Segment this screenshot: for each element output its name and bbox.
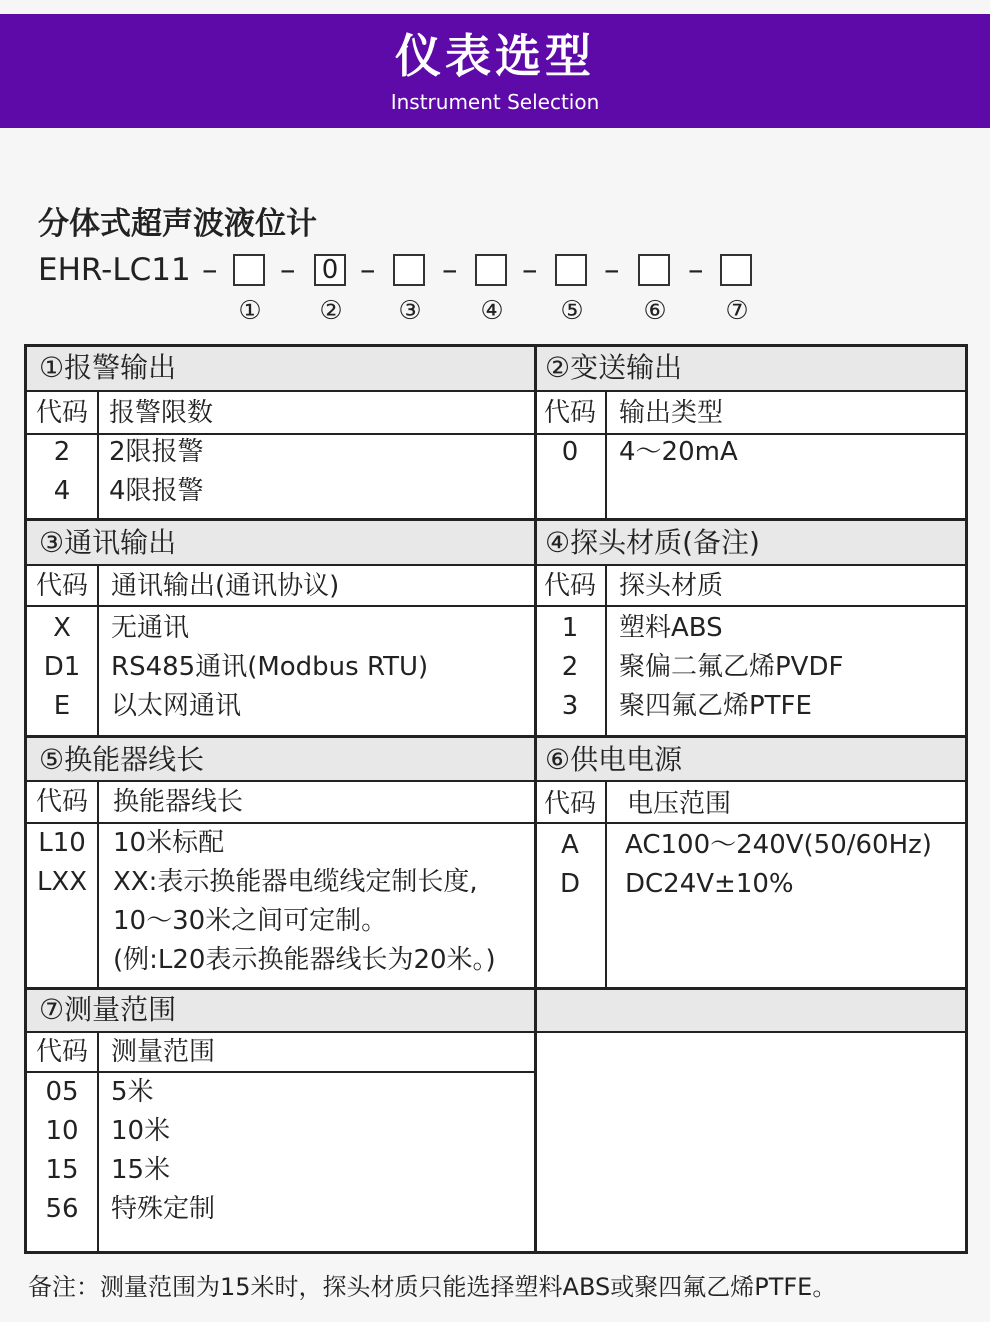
option-code: 15 bbox=[45, 1155, 79, 1185]
row-divider bbox=[27, 564, 965, 566]
code-divider bbox=[97, 391, 99, 519]
option-desc: 10米 bbox=[111, 1116, 171, 1146]
code-header: 代码 bbox=[543, 789, 596, 819]
code-header: 代码 bbox=[543, 571, 596, 601]
option-code: 1 bbox=[561, 613, 579, 643]
option-desc: DC24V±10% bbox=[625, 869, 794, 899]
option-desc: 10米标配 bbox=[113, 828, 225, 858]
option-code: A bbox=[561, 830, 579, 860]
option-code: LXX bbox=[36, 867, 88, 897]
desc-header: 报警限数 bbox=[109, 398, 214, 428]
position-marker-2: ② bbox=[319, 296, 343, 326]
row-divider bbox=[27, 987, 965, 990]
option-desc: 5米 bbox=[111, 1077, 154, 1107]
code-divider bbox=[605, 781, 607, 988]
desc-header: 测量范围 bbox=[111, 1037, 216, 1067]
option-desc-line: (例:L20表示换能器线长为20米。) bbox=[113, 945, 496, 975]
row-divider bbox=[27, 822, 965, 824]
page-title: 仪表选型 bbox=[395, 29, 595, 83]
code-divider bbox=[97, 781, 99, 988]
option-desc: RS485通讯(Modbus RTU) bbox=[111, 652, 429, 682]
option-desc: AC100～240V(50/60Hz) bbox=[625, 830, 932, 860]
option-desc: 以太网通讯 bbox=[111, 691, 242, 721]
model-dash: – bbox=[202, 252, 218, 288]
option-desc: 聚偏二氟乙烯PVDF bbox=[619, 652, 844, 682]
code-divider bbox=[97, 565, 99, 736]
option-code: 2 bbox=[53, 437, 71, 467]
code-header: 代码 bbox=[35, 571, 88, 601]
model-box-5 bbox=[555, 254, 587, 286]
page-subtitle: Instrument Selection bbox=[390, 90, 600, 114]
option-code: X bbox=[53, 613, 71, 643]
row-divider bbox=[27, 735, 965, 738]
option-code: 4 bbox=[53, 476, 71, 506]
position-marker-7: ⑦ bbox=[725, 296, 749, 326]
model-box-6 bbox=[638, 254, 670, 286]
option-code: 2 bbox=[561, 652, 579, 682]
model-box-2: 0 bbox=[314, 254, 346, 286]
section-title-measure-range: ⑦测量范围 bbox=[39, 993, 177, 1026]
model-dash: – bbox=[688, 252, 704, 288]
option-code: E bbox=[53, 691, 71, 721]
model-dash: – bbox=[604, 252, 620, 288]
code-header: 代码 bbox=[35, 787, 88, 817]
model-dash: – bbox=[280, 252, 296, 288]
product-title: 分体式超声波液位计 bbox=[38, 206, 317, 242]
model-prefix: EHR-LC11 bbox=[38, 252, 191, 288]
desc-header: 输出类型 bbox=[619, 398, 724, 428]
code-divider bbox=[605, 391, 607, 519]
desc-header: 换能器线长 bbox=[113, 787, 244, 817]
section-title-transmit-output: ②变送输出 bbox=[545, 351, 683, 384]
option-code: 3 bbox=[561, 691, 579, 721]
option-desc: 塑料ABS bbox=[619, 613, 723, 643]
option-desc: 15米 bbox=[111, 1155, 171, 1185]
code-divider bbox=[605, 565, 607, 736]
option-code: 0 bbox=[561, 437, 579, 467]
code-header: 代码 bbox=[35, 398, 88, 428]
option-desc: 聚四氟乙烯PTFE bbox=[619, 691, 812, 721]
footnote: 备注：测量范围为15米时，探头材质只能选择塑料ABS或聚四氟乙烯PTFE。 bbox=[28, 1273, 837, 1301]
row-divider bbox=[27, 518, 965, 521]
section-title-power-supply: ⑥供电电源 bbox=[545, 743, 683, 776]
option-code: D bbox=[559, 869, 581, 899]
code-header: 代码 bbox=[543, 398, 596, 428]
row-divider bbox=[27, 1031, 965, 1033]
model-dash: – bbox=[360, 252, 376, 288]
row-divider bbox=[27, 390, 965, 392]
option-desc: 4限报警 bbox=[109, 476, 204, 506]
model-box-7 bbox=[720, 254, 752, 286]
option-desc: XX:表示换能器电缆线定制长度, bbox=[113, 867, 478, 897]
position-marker-1: ① bbox=[238, 296, 262, 326]
option-desc: 4～20mA bbox=[619, 437, 738, 467]
option-desc: 2限报警 bbox=[109, 437, 204, 467]
model-box-1 bbox=[233, 254, 265, 286]
position-marker-5: ⑤ bbox=[560, 296, 584, 326]
row-divider bbox=[27, 605, 965, 607]
header-banner bbox=[0, 14, 990, 128]
option-code: 05 bbox=[45, 1077, 79, 1107]
desc-header: 探头材质 bbox=[619, 571, 724, 601]
option-code: L10 bbox=[38, 828, 86, 858]
code-header: 代码 bbox=[35, 1037, 88, 1067]
position-marker-4: ④ bbox=[480, 296, 504, 326]
option-desc: 无通讯 bbox=[111, 613, 190, 643]
selection-table bbox=[24, 344, 968, 1254]
model-dash: – bbox=[522, 252, 538, 288]
section-title-alarm-output: ①报警输出 bbox=[39, 351, 177, 384]
option-desc: 特殊定制 bbox=[111, 1194, 216, 1224]
option-desc-line: 10～30米之间可定制。 bbox=[113, 906, 388, 936]
row-divider bbox=[27, 1071, 535, 1073]
desc-header: 通讯输出(通讯协议) bbox=[111, 571, 340, 601]
option-code: D1 bbox=[43, 652, 81, 682]
code-divider bbox=[97, 1031, 99, 1251]
row-divider bbox=[27, 780, 965, 782]
position-marker-6: ⑥ bbox=[643, 296, 667, 326]
model-dash: – bbox=[442, 252, 458, 288]
position-marker-3: ③ bbox=[398, 296, 422, 326]
option-code: 10 bbox=[45, 1116, 79, 1146]
desc-header: 电压范围 bbox=[627, 789, 732, 819]
option-code: 56 bbox=[45, 1194, 79, 1224]
model-box-3 bbox=[393, 254, 425, 286]
section-title-probe-material: ④探头材质(备注) bbox=[545, 526, 760, 559]
section-title-comm-output: ③通讯输出 bbox=[39, 526, 177, 559]
model-box-4 bbox=[475, 254, 507, 286]
section-header-bg bbox=[537, 989, 965, 1031]
section-title-cable-length: ⑤换能器线长 bbox=[39, 743, 205, 776]
